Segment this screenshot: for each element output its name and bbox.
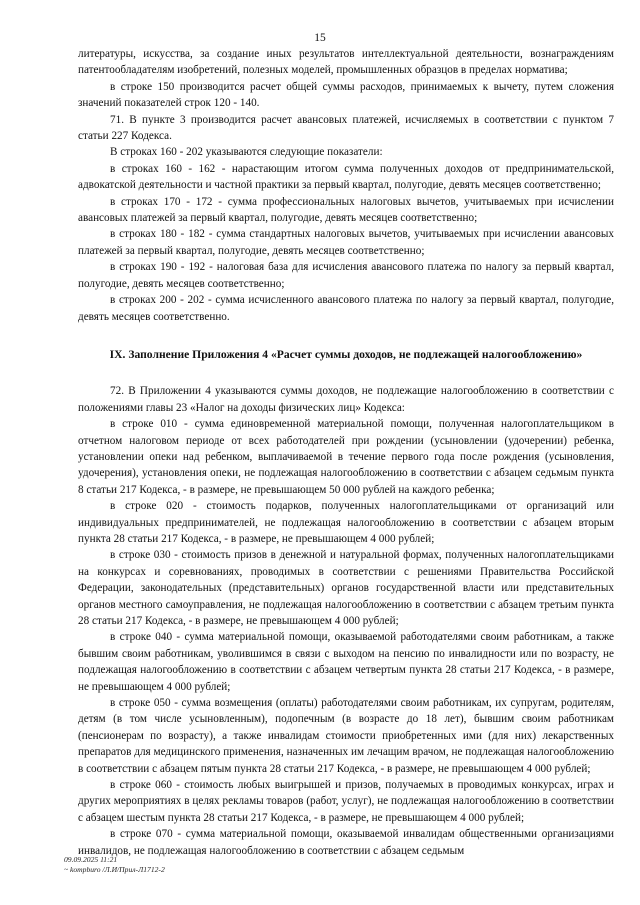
section-heading: IX. Заполнение Приложения 4 «Расчет суммы доходов, не подлежащей налогообложению» [109,347,583,361]
paragraph: в строке 020 - стоимость подарков, полученных налогоплательщиками от организаций или индивидуальных предпринимателей, не подлежащая налогообложению в соответствии с абзацем вторым пункта 28 статьи 217 Кодекса, - в размере, не превышающем 4 000 рублей; [78,500,614,545]
paragraph: в строке 060 - стоимость любых выигрышей и призов, получаемых в проводимых конкурсах, играх и других мероприятиях в целях рекламы товаров (работ, услуг), не подлежащая налогообложению в соответствии с абзацем шестым пункта 28 статьи 217 Кодекса, - в размере, не превышающем 4 000 рублей; [78,779,614,824]
paragraph: в строке 070 - сумма материальной помощи, оказываемой инвалидам общественными организациями инвалидов, не подлежащая налогообложению в соответствии с абзацем седьмым [78,828,614,857]
document-body [78,46,614,859]
paragraph: в строках 180 - 182 - сумма стандартных налоговых вычетов, учитываемых при исчислении авансовых платежей за первый квартал, полугодие, девять месяцев соответственно; [78,228,614,257]
paragraph: 71. В пункте 3 производится расчет авансовых платежей, исчисляемых в соответствии с пунктом 7 статьи 227 Кодекса. [78,113,614,143]
paragraph: в строках 160 - 162 - нарастающим итогом сумма полученных доходов от предпринимательской, адвокатской деятельности и частной практики за первый квартал, полугодие, девять месяцев соответственно; [78,162,614,192]
paragraph: в строках 190 - 192 - налоговая база для исчисления авансового платежа по налогу за первый квартал, полугодие, девять месяцев соответственно; [78,261,614,290]
paragraph: литературы, искусства, за создание иных результатов интеллектуальной деятельности, вознаграждениям патентообладателям изобретений, полезных моделей, промышленных образцов в пределах норматива; [78,48,614,77]
paragraph: в строке 040 - сумма материальной помощи, оказываемой работодателями своим работникам, а также бывшим своим работникам, уволившимся в связи с выходом на пенсию по инвалидности или по возрасту, не подлежащая налогообложению в соответствии с абзацем четвертым пункта 28 статьи 217 Кодекса, - в размере, не превышающем 4 000 рублей; [78,631,614,693]
footer-date: 09.09.2025 11:21 [64,855,118,864]
paragraph: в строке 030 - стоимость призов в денежной и натуральной формах, полученных налогоплательщиками на конкурсах и соревнованиях, проводимых в соответствии с решениями Правительства Российской Федерации, законодательных (представительных) органов государственной власти или представительных органов местного самоуправления, не подлежащая налогообложению в соответствии с абзацем третьим пункта 28 статьи 217 Кодекса, - в размере, не превышающем 4 000 рублей; [78,549,614,627]
paragraph: в строках 200 - 202 - сумма исчисленного авансового платежа по налогу за первый квартал, полугодие, девять месяцев соответственно. [78,294,614,323]
footer-file-path: ~ kompburo /Л.И/Прил-Л1712-2 [64,865,165,874]
document-footer [64,855,165,875]
paragraph: в строке 150 производится расчет общей суммы расходов, принимаемых к вычету, путем сложения значений показателей строк 120 - 140. [78,80,614,110]
paragraph: в строке 050 - сумма возмещения (оплаты) работодателями своим работникам, их супругам, родителям, детям (в том числе усыновленным), подопечным (в возрасте до 18 лет), бывшим своим работникам (пенсионерам по возрасту), а также инвалидам стоимости приобретенных ими (для них) лекарственных препаратов для медицинского применения, назначенных им лечащим врачом, не подлежащая налогообложению в соответствии с абзацем пятым пункта 28 статьи 217 Кодекса, - в размере, не превышающем 4 000 рублей; [78,697,614,775]
paragraph: 72. В Приложении 4 указываются суммы доходов, не подлежащие налогообложению в соответствии с положениями главы 23 «Налог на доходы физических лиц» Кодекса: [78,385,614,414]
page-number: 15 [314,32,326,44]
paragraph: в строке 010 - сумма единовременной материальной помощи, полученная налогоплательщиком в отчетном налоговом периоде от всех работодателей при рождении (усыновлении (удочерении) ребенка, установлении опеки над ребенком, выплачиваемой в течение первого года после рождения (усыновления, удочерения), установления опеки, не подлежащая налогообложению в соответствии с абзацем седьмым пункта 8 статьи 217 Кодекса, - в размере, не превышающем 50 000 рублей на каждого ребенка; [78,418,614,496]
paragraph: В строках 160 - 202 указываются следующие показатели: [110,146,383,159]
paragraph: в строках 170 - 172 - сумма профессиональных налоговых вычетов, учитываемых при исчислении авансовых платежей за первый квартал, полугодие, девять месяцев соответственно; [78,195,614,225]
